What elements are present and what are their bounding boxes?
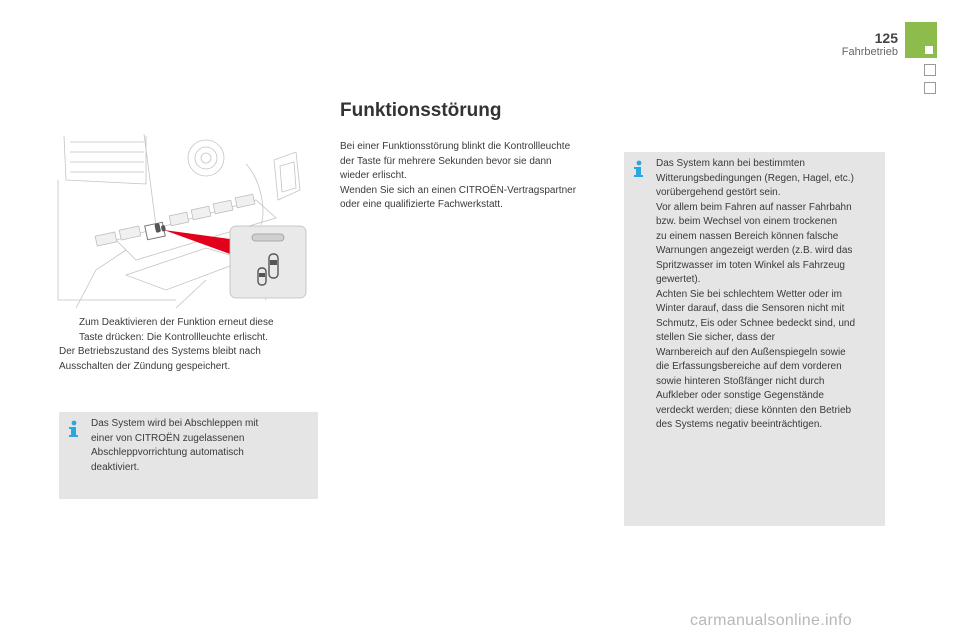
text-line: Ausschalten der Zündung gespeichert.	[59, 360, 231, 372]
info-line: Vor allem beim Fahren auf nasser Fahrbahn	[656, 201, 852, 213]
info-line: die Erfassungsbereiche auf dem vorderen	[656, 361, 842, 372]
step-line: Zum Deaktivieren der Funktion erneut diese	[79, 317, 274, 328]
info-line: Schmutz, Eis oder Schnee bedeckt sind, und	[656, 317, 856, 329]
info-line: verdeckt werden; diese könnten den Betrieb	[656, 404, 852, 416]
main-heading: Funktionsstörung	[340, 100, 502, 121]
info-line: sowie hinteren Stoßfänger nicht durch	[656, 375, 825, 387]
section-tab[interactable]	[924, 64, 936, 76]
info-line: Winter darauf, dass die Sensoren nicht mit	[656, 303, 845, 314]
info-line: vorübergehend gestört sein.	[656, 187, 781, 198]
text-line: wieder erlischt.	[340, 170, 407, 181]
info-line: des Systems negativ beeinträchtigen.	[656, 419, 823, 430]
info-line: zu einem nassen Bereich können falsche	[656, 230, 839, 242]
text-line: Der Betriebszustand des Systems bleibt nach	[59, 346, 261, 357]
step-line: Taste drücken: Die Kontrollleuchte erlischt.	[79, 331, 268, 343]
text-line: oder eine qualifizierte Fachwerkstatt.	[340, 199, 503, 210]
info-icon	[65, 420, 81, 438]
info-line: gewertet).	[656, 274, 701, 285]
text-line: Bei einer Funktionsstörung blinkt die Kontrollleuchte	[340, 141, 571, 152]
info-line: Das System wird bei Abschleppen mit	[91, 418, 259, 429]
square-icon	[925, 46, 933, 54]
info-line: Aufkleber oder sonstige Gegenstände	[656, 390, 824, 401]
info-icon	[630, 160, 646, 178]
info-line: Achten Sie bei schlechtem Wetter oder im	[656, 288, 843, 300]
info-line: Warnbereich auf den Außenspiegeln sowie	[656, 346, 846, 358]
checkbox-marker-icon	[59, 316, 79, 345]
info-box-towing	[59, 412, 318, 499]
info-line: stellen Sie sicher, dass der	[656, 332, 775, 343]
info-line: bzw. beim Wechsel von einem trockenen	[656, 216, 838, 227]
info-line: Warnungen angezeigt werden (z.B. wird das	[656, 245, 853, 256]
info-line: Spritzwasser im toten Winkel als Fahrzeug	[656, 259, 845, 271]
text-line: Wenden Sie sich an einen CITROËN-Vertragspartner	[340, 184, 577, 196]
info-line: Das System kann bei bestimmten	[656, 158, 805, 169]
watermark: carmanualsonline.info	[690, 612, 852, 629]
info-line: Witterungsbedingungen (Regen, Hagel, etc.)	[656, 172, 854, 184]
text-line: der Taste für mehrere Sekunden bevor sie dann	[340, 155, 552, 167]
step-instruction	[59, 316, 321, 345]
info-box-weather	[624, 152, 885, 526]
page-number: 125	[874, 30, 898, 46]
info-line: deaktiviert.	[91, 461, 140, 473]
step-follow-text	[59, 345, 321, 374]
section-tab-active[interactable]	[905, 22, 937, 58]
malfunction-paragraph	[340, 140, 602, 213]
info-line: einer von CITROËN zugelassenen	[91, 432, 245, 444]
section-tab[interactable]	[924, 82, 936, 94]
info-line: Abschleppvorrichtung automatisch	[91, 447, 244, 458]
section-label: Fahrbetrieb	[841, 46, 898, 58]
dashboard-button-illustration	[56, 130, 318, 308]
